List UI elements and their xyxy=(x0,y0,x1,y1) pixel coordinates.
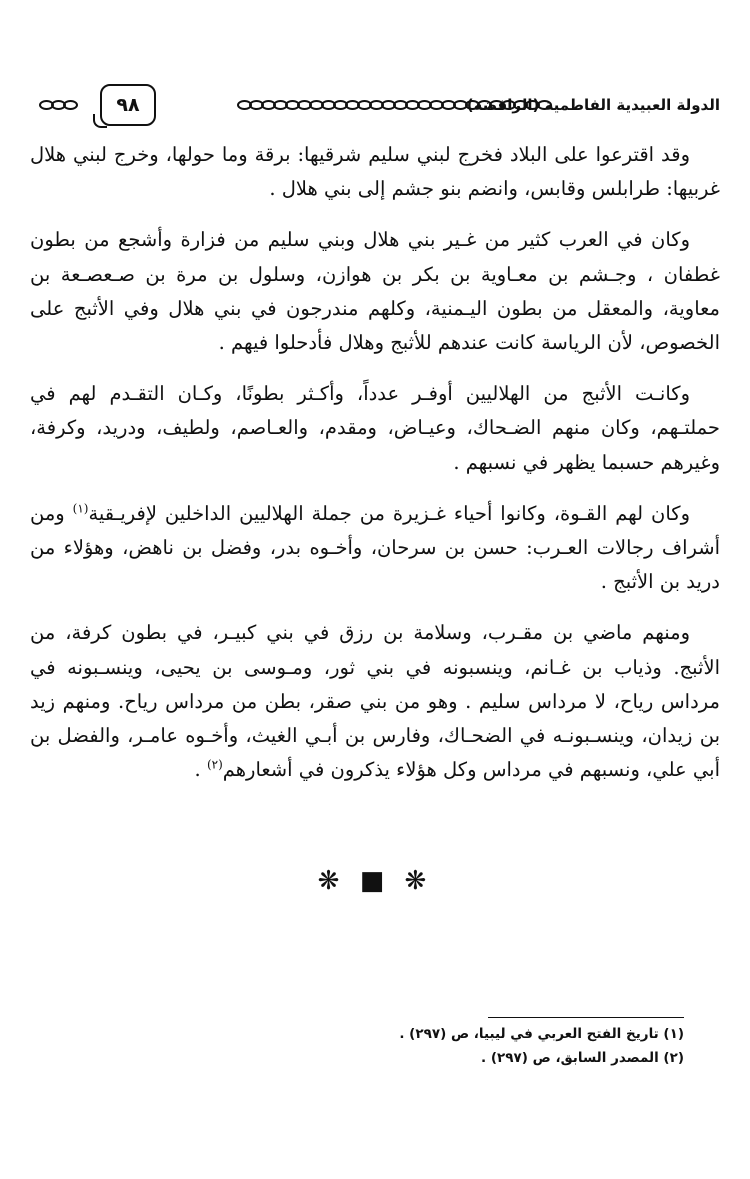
paragraph-4 xyxy=(30,497,720,600)
footnotes xyxy=(284,1022,684,1070)
paragraph-5 xyxy=(30,616,720,787)
footnote-1: (١) تاريخ الفتح العربي في ليبيا، ص (٢٩٧) . xyxy=(399,1026,684,1042)
ornament-link xyxy=(237,100,252,110)
footnote-rule xyxy=(488,1017,684,1018)
section-separator: ❋ ■ ❋ xyxy=(317,866,433,896)
paragraph-4-text-b: ومن أشراف رجالات العـرب: حسن بن سرحان، وأخـوه بدر، وفضل بن ناهض، وهؤلاء من دريد بن الأثبج . xyxy=(30,501,720,594)
paragraph-5-text-b: . xyxy=(194,758,207,782)
running-title: الدولة العبيدية الفاطمية (الرافضة) xyxy=(466,96,720,114)
paragraph-2: وكان في العرب كثير من غـير بني هلال وبني سليم من فزارة وأشجع من بطون غطفان ، وجـشم بن معـاوية بن بكر بن هوازن، وسلول بن مرة بن صـعصـعة بن معاوية، والمعقل من بطون اليـمنية، وكلهم مندرجون في بني هلال وفي الأثبج على الخصوص، لأن الرياسة كانت عندهم للأثبج وهلال فأدحلوا فيهم . xyxy=(30,228,720,355)
paragraph-3: وكانـت الأثبج من الهلاليين أوفـر عدداً، وأكـثر بطونًا، وكـان التقـدم لهم في حملتـهم، وكان منهم الضـحاك، وعيـاض، ومقدم، والعـاصم، ولطيف، ودريد، وكرفة، وغيرهم حسبما يظهر في نسبهم . xyxy=(30,382,720,474)
ornament-link xyxy=(39,100,54,110)
paragraph-4-text-a: وكان لهم القـوة، وكانوا أحياء غـزيرة من جملة الهلاليين الداخلين لإفريـقية xyxy=(88,501,690,525)
main-text xyxy=(30,138,720,804)
footnote-ref-1[interactable]: (١) xyxy=(72,501,89,516)
header-ornament-small xyxy=(38,100,78,114)
paragraph-1: وقد اقترعوا على البلاد فخرج لبني سليم شرقيها: برقة وما حولها، وخرج لبني هلال غربيها: طرابلس وقابس، وانضم بنو جشم إلى بني هلال . xyxy=(30,143,720,201)
header-ornament-chain xyxy=(157,100,552,114)
page-number: ٩٨ xyxy=(100,84,156,126)
footnote-2: (٢) المصدر السابق، ص (٢٩٧) . xyxy=(481,1050,684,1066)
paragraph-5-text-a: ومنهم ماضي بن مقـرب، وسلامة بن رزق في بني كبيـر، في بطون كرفة، من الأثبج. وذياب بن غـانم، وينسبونه في بني ثور، ومـوسى بن يحيى، وينسـبونه في مرداس رياح، لا مرداس سليم . وهو من بني صقر، بطن من مرداس رياح. ومنهم زيد بن زيدان، وينسـبونـه في الضحـاك، وفارس بن أبـي الغيث، وأخـوه عامـر، والفضل بن أبي علي، ونسبهم في مرداس وكل هؤلاء يذكرون في أشعارهم xyxy=(30,621,720,782)
page-header xyxy=(30,80,720,128)
footnote-ref-2[interactable]: (٢) xyxy=(206,757,223,772)
